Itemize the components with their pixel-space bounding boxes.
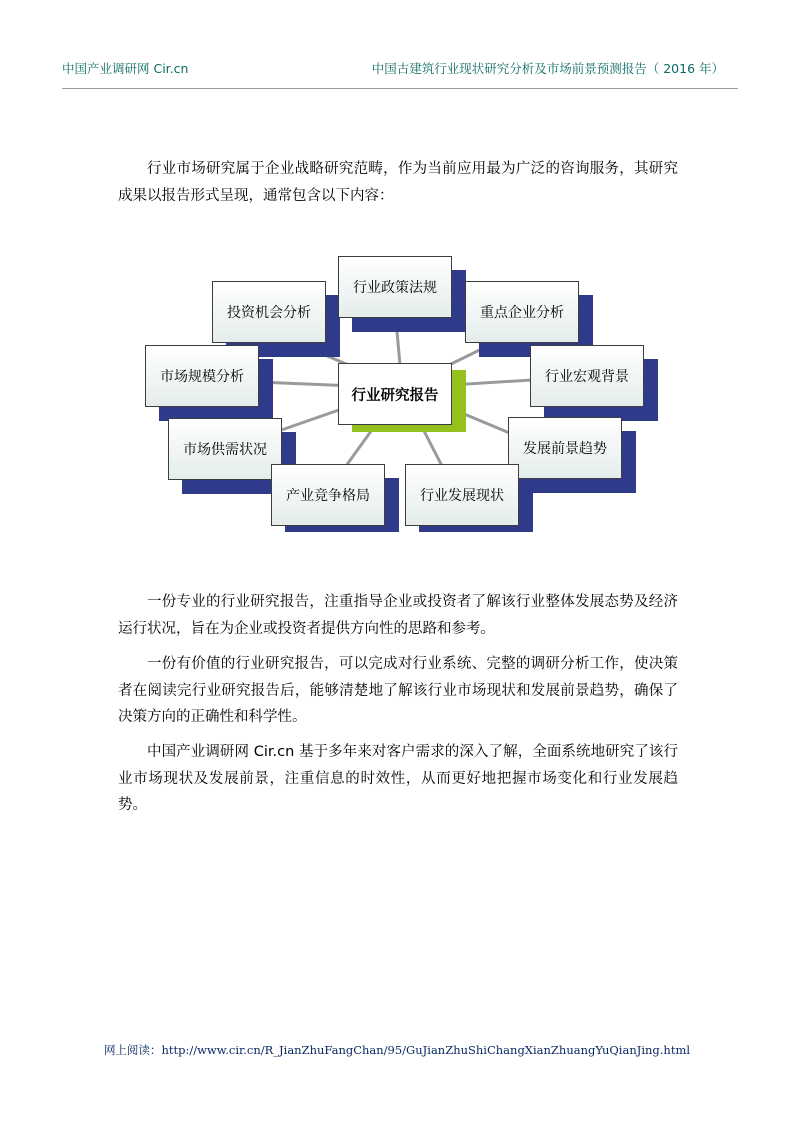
node-industry-research-report: 行业研究报告 [338, 363, 452, 425]
header-site-name: 中国产业调研网 Cir.cn [62, 61, 189, 76]
node-investment-opportunity: 投资机会分析 [212, 281, 326, 343]
report-contents-diagram [0, 0, 794, 560]
paragraph-valuable-report: 一份有价值的行业研究报告，可以完成对行业系统、完整的调研分析工作，使决策者在阅读完行业研究报告后，能够清楚地了解该行业市场现状和发展前景趋势，确保了决策方向的正确性和科学性。 [118, 656, 678, 725]
paragraph-cir-intro: 中国产业调研网 Cir.cn 基于多年来对客户需求的深入了解，全面系统地研究了该行业市场现状及发展前景，注重信息的时效性，从而更好地把握市场变化和行业发展趋势。 [118, 744, 678, 813]
node-macro-background: 行业宏观背景 [530, 345, 644, 407]
node-development-status: 行业发展现状 [405, 464, 519, 526]
node-key-companies: 重点企业分析 [465, 281, 579, 343]
node-competition-landscape: 产业竞争格局 [271, 464, 385, 526]
footer-url-link[interactable]: http://www.cir.cn/R_JianZhuFangChan/95/GuJianZhuShiChangXianZhuangYuQianJing.html [161, 1043, 691, 1057]
node-development-prospects: 发展前景趋势 [508, 417, 622, 479]
node-supply-demand: 市场供需状况 [168, 418, 282, 480]
header-report-title: 中国古建筑行业现状研究分析及市场前景预测报告（ 2016 年） [371, 61, 724, 76]
paragraph-professional-report: 一份专业的行业研究报告，注重指导企业或投资者了解该行业整体发展态势及经济运行状况，旨在为企业或投资者提供方向性的思路和参考。 [118, 594, 678, 637]
intro-paragraph: 行业市场研究属于企业战略研究范畴，作为当前应用最为广泛的咨询服务，其研究成果以报告形式呈现，通常包含以下内容： [118, 161, 678, 204]
footer-label: 网上阅读： [103, 1043, 162, 1057]
node-industry-policy: 行业政策法规 [338, 256, 452, 318]
footer-online-reading [0, 1042, 794, 1058]
node-market-scale: 市场规模分析 [145, 345, 259, 407]
